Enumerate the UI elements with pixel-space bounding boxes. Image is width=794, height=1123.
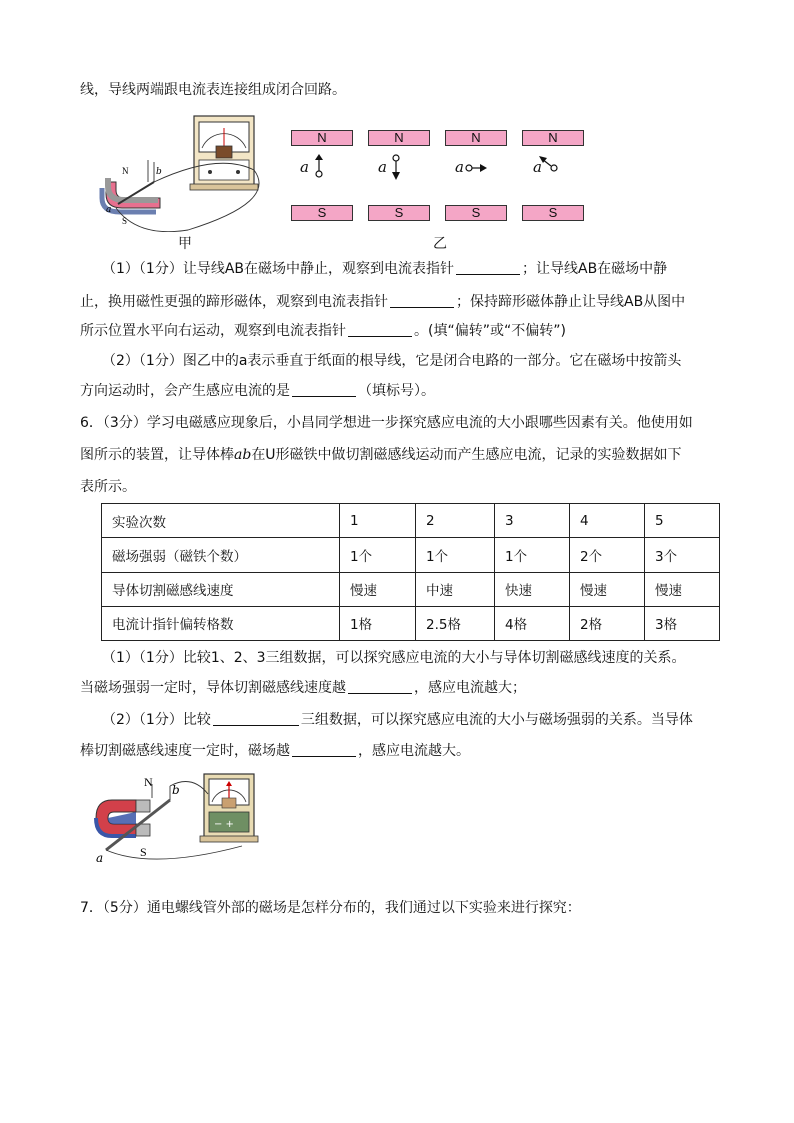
- text-segment: 棒切割磁感线速度一定时，磁场越: [80, 743, 290, 759]
- table-cell: 2.5格: [416, 606, 495, 640]
- figure-yi-caption: 乙: [433, 236, 447, 252]
- table-cell: 2: [416, 504, 495, 538]
- question-5-1-line-2: [80, 292, 685, 312]
- text-segment: ；让导线AB在磁场中静: [522, 261, 668, 277]
- pole-s-label: S: [122, 216, 128, 226]
- table-cell: 4格: [495, 606, 570, 640]
- arrow-up-icon: [315, 154, 323, 177]
- arrow-right-icon: [466, 164, 487, 172]
- magnet-s-4: S: [522, 205, 584, 221]
- question-6-1-line-1: （1）（1分）比较1、2、3三组数据，可以探究感应电流的大小与导体切割磁感线速度的关系。: [102, 650, 686, 666]
- figure-jia-caption: 甲: [178, 236, 192, 252]
- table-cell: 2格: [570, 606, 645, 640]
- answer-blank[interactable]: [292, 742, 356, 757]
- answer-blank[interactable]: [456, 260, 520, 275]
- magnet-n-4: N: [522, 130, 584, 146]
- table-cell: 慢速: [645, 572, 720, 606]
- table-cell: 3: [495, 504, 570, 538]
- table-cell: 3个: [645, 538, 720, 572]
- rod-b-label: b: [172, 783, 180, 797]
- question-6-line-3: 表所示。: [80, 479, 136, 495]
- answer-blank[interactable]: [348, 322, 412, 337]
- text-segment: ，感应电流越大；: [414, 680, 526, 696]
- magnet-s-3: S: [445, 205, 507, 221]
- table-cell: 慢速: [340, 572, 416, 606]
- text-segment: 止，换用磁性更强的蹄形磁体，观察到电流表指针: [80, 294, 388, 310]
- table-cell: 5: [645, 504, 720, 538]
- table-cell: 磁场强弱（磁铁个数）: [102, 538, 340, 572]
- wire-a-label: a: [106, 205, 112, 215]
- magnet-n-1: N: [291, 130, 353, 146]
- wire-label-2: a: [378, 158, 387, 176]
- magnet-s-2: S: [368, 205, 430, 221]
- table-row: [102, 504, 720, 538]
- table-cell: 1个: [340, 538, 416, 572]
- text-segment: 当磁场强弱一定时，导体切割磁感线速度越: [80, 680, 346, 696]
- text-segment: 三组数据，可以探究感应电流的大小与磁场强弱的关系。当导体: [300, 712, 693, 728]
- question-5-2-line-1: （2）（1分）图乙中的a表示垂直于纸面的根导线，它是闭合电路的一部分。它在磁场中按箭头: [102, 353, 682, 369]
- text-segment: （1）（1分）让导线AB在磁场中静止，观察到电流表指针: [102, 261, 454, 277]
- question-6-line-1: 6．（3分）学习电磁感应现象后，小昌同学想进一步探究感应电流的大小跟哪些因素有关。他使用如: [80, 415, 693, 431]
- table-row: [102, 538, 720, 572]
- conductor-label: ab: [234, 447, 252, 463]
- answer-blank[interactable]: [292, 382, 356, 397]
- arrow-down-icon: [392, 155, 400, 180]
- wire-b-label: b: [156, 167, 162, 177]
- answer-blank[interactable]: [213, 711, 299, 726]
- text-segment: 在U形磁铁中做切割磁感线运动而产生感应电流，记录的实验数据如下: [251, 447, 682, 463]
- text-segment: ，感应电流越大。: [358, 743, 470, 759]
- wire-label-4: a: [533, 158, 542, 176]
- magnet-n-2: N: [368, 130, 430, 146]
- text-segment: （填标号）。: [358, 383, 435, 399]
- experiment-data-table: [101, 503, 720, 641]
- table-cell: 2个: [570, 538, 645, 572]
- text-segment: ；保持蹄形磁体静止让导线AB从图中: [456, 294, 686, 310]
- rod-a-label: a: [96, 851, 104, 865]
- text-segment: 。(填“偏转”或“不偏转”): [414, 323, 566, 339]
- question-6-2-line-1: [102, 710, 693, 730]
- pole-n-label: N: [122, 166, 129, 176]
- table-cell: 1格: [340, 606, 416, 640]
- figure-q6-apparatus: [92, 770, 272, 870]
- table-cell: 电流计指针偏转格数: [102, 606, 340, 640]
- table-cell: 实验次数: [102, 504, 340, 538]
- magnet-n-3: N: [445, 130, 507, 146]
- motion-arrows: [290, 150, 570, 186]
- table-cell: 中速: [416, 572, 495, 606]
- table-cell: 1个: [416, 538, 495, 572]
- table-cell: 4: [570, 504, 645, 538]
- wire-label-3: a: [455, 158, 464, 176]
- table-cell: 1: [340, 504, 416, 538]
- table-cell: 导体切割磁感线速度: [102, 572, 340, 606]
- table-cell: 快速: [495, 572, 570, 606]
- figure-jia: [98, 112, 278, 232]
- question-6-line-2: [80, 445, 682, 465]
- text-segment: 方向运动时，会产生感应电流的是: [80, 383, 290, 399]
- text-line: 线，导线两端跟电流表连接组成闭合回路。: [80, 82, 346, 98]
- question-6-2-line-2: [80, 741, 470, 761]
- text-segment: （2）（1分）比较: [102, 712, 211, 728]
- question-5-2-line-2: [80, 381, 435, 401]
- question-5-1-line-1: [102, 259, 667, 279]
- question-6-1-line-2: [80, 678, 526, 698]
- pole-n-label: N: [144, 775, 153, 789]
- table-row: [102, 572, 720, 606]
- answer-blank[interactable]: [390, 293, 454, 308]
- text-segment: 所示位置水平向右运动，观察到电流表指针: [80, 323, 346, 339]
- table-cell: 3格: [645, 606, 720, 640]
- table-cell: 慢速: [570, 572, 645, 606]
- table-row: [102, 606, 720, 640]
- table-cell: 1个: [495, 538, 570, 572]
- svg-text:− +: − +: [214, 819, 234, 830]
- wire-label-1: a: [300, 158, 309, 176]
- question-7-line-1: 7．（5分）通电螺线管外部的磁场是怎样分布的，我们通过以下实验来进行探究：: [80, 900, 581, 916]
- magnet-s-1: S: [291, 205, 353, 221]
- arrow-up-left-icon: [539, 156, 557, 171]
- answer-blank[interactable]: [348, 679, 412, 694]
- text-segment: 图所示的装置，让导体棒: [80, 447, 234, 463]
- pole-s-label: S: [140, 845, 147, 859]
- question-5-1-line-3: [80, 321, 566, 341]
